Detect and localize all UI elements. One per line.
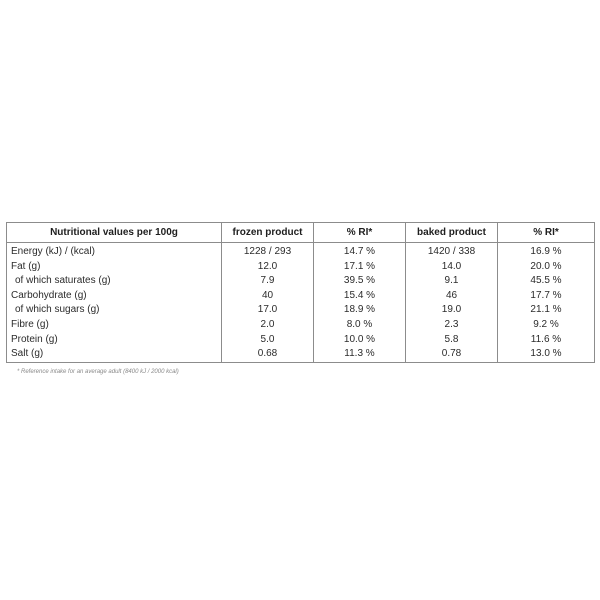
row-label: Fat (g) [7, 260, 222, 275]
row-label: Protein (g) [7, 333, 222, 348]
baked-ri-value: 20.0 % [498, 260, 595, 275]
table-row [7, 333, 595, 348]
baked-ri-value: 45.5 % [498, 274, 595, 289]
frozen-value: 7.9 [222, 274, 314, 289]
row-label: Fibre (g) [7, 318, 222, 333]
frozen-ri-value: 14.7 % [314, 243, 406, 260]
frozen-ri-value: 11.3 % [314, 347, 406, 362]
table-row [7, 274, 595, 289]
table-row [7, 303, 595, 318]
baked-value: 2.3 [406, 318, 498, 333]
baked-value: 9.1 [406, 274, 498, 289]
frozen-value: 17.0 [222, 303, 314, 318]
nutrition-table [6, 222, 595, 363]
row-label: of which saturates (g) [7, 274, 222, 289]
frozen-ri-value: 18.9 % [314, 303, 406, 318]
frozen-value: 2.0 [222, 318, 314, 333]
baked-ri-value: 21.1 % [498, 303, 595, 318]
frozen-ri-value: 39.5 % [314, 274, 406, 289]
frozen-value: 12.0 [222, 260, 314, 275]
baked-value: 19.0 [406, 303, 498, 318]
baked-value: 14.0 [406, 260, 498, 275]
header-frozen-ri: % RI* [314, 223, 406, 243]
frozen-value: 1228 / 293 [222, 243, 314, 260]
table-row [7, 289, 595, 304]
table-row [7, 347, 595, 362]
table-row [7, 260, 595, 275]
baked-ri-value: 13.0 % [498, 347, 595, 362]
baked-ri-value: 11.6 % [498, 333, 595, 348]
baked-value: 0.78 [406, 347, 498, 362]
frozen-value: 0.68 [222, 347, 314, 362]
header-baked-product: baked product [406, 223, 498, 243]
header-frozen-product: frozen product [222, 223, 314, 243]
baked-ri-value: 16.9 % [498, 243, 595, 260]
frozen-value: 40 [222, 289, 314, 304]
baked-ri-value: 17.7 % [498, 289, 595, 304]
reference-intake-footnote: * Reference intake for an average adult (8400 kJ / 2000 kcal) [17, 369, 179, 375]
baked-ri-value: 9.2 % [498, 318, 595, 333]
row-label: Salt (g) [7, 347, 222, 362]
baked-value: 1420 / 338 [406, 243, 498, 260]
frozen-value: 5.0 [222, 333, 314, 348]
row-label: Energy (kJ) / (kcal) [7, 243, 222, 260]
frozen-ri-value: 10.0 % [314, 333, 406, 348]
header-nutrient: Nutritional values per 100g [7, 223, 222, 243]
baked-value: 46 [406, 289, 498, 304]
table-row [7, 243, 595, 260]
baked-value: 5.8 [406, 333, 498, 348]
table-header-row [7, 223, 595, 243]
frozen-ri-value: 15.4 % [314, 289, 406, 304]
table-row [7, 318, 595, 333]
frozen-ri-value: 17.1 % [314, 260, 406, 275]
row-label: Carbohydrate (g) [7, 289, 222, 304]
frozen-ri-value: 8.0 % [314, 318, 406, 333]
row-label: of which sugars (g) [7, 303, 222, 318]
nutrition-table-container [6, 222, 594, 363]
header-baked-ri: % RI* [498, 223, 595, 243]
